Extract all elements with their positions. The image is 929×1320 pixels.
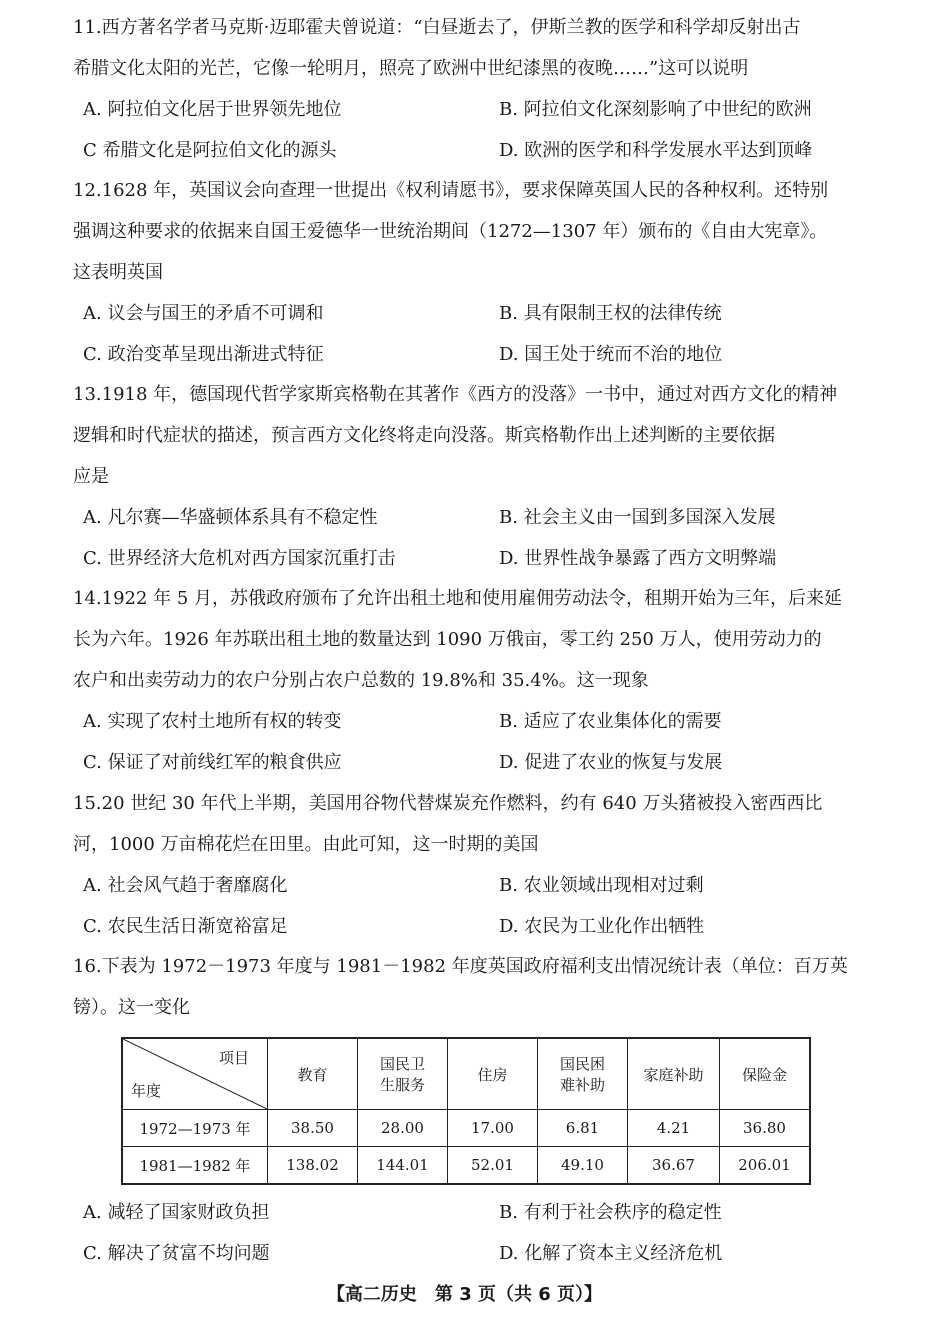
- option-d[interactable]: D. 农民为工业化作出牺牲: [499, 916, 705, 937]
- options-row: [73, 293, 893, 334]
- options-row: [73, 906, 893, 947]
- option-c[interactable]: C. 政治变革呈现出渐进式特征: [83, 344, 324, 365]
- table-year-cell: 1981—1982 年: [122, 1147, 268, 1185]
- table-cell: 28.00: [358, 1110, 448, 1147]
- table-cell: 4.21: [628, 1110, 720, 1147]
- question-stem: 15.20 世纪 30 年代上半期，美国用谷物代替煤炭充作燃料，约有 640 万头猪被投入密西西比: [73, 793, 823, 814]
- corner-label-year: 年度: [131, 1082, 162, 1100]
- option-b[interactable]: B. 阿拉伯文化深刻影响了中世纪的欧洲: [499, 99, 812, 120]
- question-13: [73, 374, 893, 579]
- options-row: [73, 742, 893, 783]
- option-b[interactable]: B. 具有限制王权的法律传统: [499, 303, 722, 324]
- question-16: [73, 946, 893, 1028]
- table-row: [122, 1147, 810, 1185]
- table-header-cell: 教育: [268, 1038, 358, 1110]
- options-row: [73, 334, 893, 375]
- question-stem: 14.1922 年 5 月，苏俄政府颁布了允许出租土地和使用雇佣劳动法令，租期开始为三年，后来延: [73, 588, 843, 609]
- question-stem: 长为六年。1926 年苏联出租土地的数量达到 1090 万俄亩，零工约 250 万人，使用劳动力的: [73, 629, 822, 650]
- options-row: [73, 1233, 893, 1274]
- option-a[interactable]: A. 社会风气趋于奢靡腐化: [83, 875, 288, 896]
- options-row: [73, 701, 893, 742]
- option-a[interactable]: A. 议会与国王的矛盾不可调和: [83, 303, 324, 324]
- table-cell: 49.10: [538, 1147, 628, 1185]
- table-cell: 206.01: [720, 1147, 811, 1185]
- option-c[interactable]: C. 世界经济大危机对西方国家沉重打击: [83, 548, 396, 569]
- option-d[interactable]: D. 世界性战争暴露了西方文明弊端: [499, 548, 777, 569]
- option-a[interactable]: A. 实现了农村土地所有权的转变: [83, 711, 342, 732]
- question-stem: 11.西方著名学者马克斯·迈耶霍夫曾说道：“白昼逝去了，伊斯兰教的医学和科学却反射出古: [73, 17, 801, 38]
- table-header-cell: 家庭补助: [628, 1038, 720, 1110]
- table-header-cell: 国民卫 生服务: [358, 1038, 448, 1110]
- question-stem: 应是: [73, 466, 109, 487]
- question-stem: 逻辑和时代症状的描述，预言西方文化终将走向没落。斯宾格勒作出上述判断的主要依据: [73, 425, 775, 446]
- welfare-table: [121, 1037, 811, 1185]
- options-row: [73, 89, 893, 130]
- option-c[interactable]: C. 农民生活日渐宽裕富足: [83, 916, 288, 937]
- question-14: [73, 578, 893, 783]
- option-d[interactable]: D. 欧洲的医学和科学发展水平达到顶峰: [499, 140, 813, 161]
- table-year-cell: 1972—1973 年: [122, 1110, 268, 1147]
- table-cell: 52.01: [448, 1147, 538, 1185]
- option-b[interactable]: B. 适应了农业集体化的需要: [499, 711, 722, 732]
- question-15: [73, 783, 893, 947]
- question-16-options: [73, 1192, 893, 1274]
- options-row: [73, 130, 893, 171]
- corner-label-item: 项目: [218, 1049, 249, 1067]
- question-stem: 12.1628 年，英国议会向查理一世提出《权利请愿书》，要求保障英国人民的各种权利。还特别: [73, 180, 829, 201]
- option-c[interactable]: C 希腊文化是阿拉伯文化的源头: [83, 140, 337, 161]
- option-b[interactable]: B. 农业领域出现相对过剩: [499, 875, 704, 896]
- option-c[interactable]: C. 保证了对前线红军的粮食供应: [83, 752, 342, 773]
- option-d[interactable]: D. 国王处于统而不治的地位: [499, 344, 723, 365]
- option-d[interactable]: D. 促进了农业的恢复与发展: [499, 752, 723, 773]
- option-a[interactable]: A. 凡尔赛—华盛顿体系具有不稳定性: [83, 507, 378, 528]
- table-header-cell: 住房: [448, 1038, 538, 1110]
- table-cell: 38.50: [268, 1110, 358, 1147]
- option-c[interactable]: C. 解决了贫富不均问题: [83, 1243, 270, 1264]
- table-cell: 6.81: [538, 1110, 628, 1147]
- option-d[interactable]: D. 化解了资本主义经济危机: [499, 1243, 723, 1264]
- table-cell: 144.01: [358, 1147, 448, 1185]
- table-cell: 36.67: [628, 1147, 720, 1185]
- options-row: [73, 865, 893, 906]
- question-stem: 16.下表为 1972－1973 年度与 1981－1982 年度英国政府福利支出情况统计表（单位：百万英: [73, 956, 848, 977]
- table-header-row: [122, 1038, 810, 1110]
- table-corner-cell: [122, 1038, 268, 1110]
- options-row: [73, 1192, 893, 1233]
- question-stem: 强调这种要求的依据来自国王爱德华一世统治期间（1272—1307 年）颁布的《自由大宪章》。: [73, 221, 828, 242]
- table-cell: 138.02: [268, 1147, 358, 1185]
- option-b[interactable]: B. 社会主义由一国到多国深入发展: [499, 507, 776, 528]
- table-row: [122, 1110, 810, 1147]
- table-header-cell: 保险金: [720, 1038, 811, 1110]
- option-a[interactable]: A. 减轻了国家财政负担: [83, 1202, 270, 1223]
- question-stem: 13.1918 年，德国现代哲学家斯宾格勒在其著作《西方的没落》一书中，通过对西方文化的精神: [73, 384, 838, 405]
- question-stem: 镑）。这一变化: [73, 997, 190, 1018]
- table-cell: 36.80: [720, 1110, 811, 1147]
- question-stem: 河，1000 万亩棉花烂在田里。由此可知，这一时期的美国: [73, 834, 539, 855]
- question-stem: 这表明英国: [73, 262, 163, 283]
- options-row: [73, 538, 893, 579]
- question-stem: 农户和出卖劳动力的农户分别占农户总数的 19.8%和 35.4%。这一现象: [73, 670, 649, 691]
- table-header-cell: 国民困 难补助: [538, 1038, 628, 1110]
- option-b[interactable]: B. 有利于社会秩序的稳定性: [499, 1202, 722, 1223]
- option-a[interactable]: A. 阿拉伯文化居于世界领先地位: [83, 99, 342, 120]
- question-12: [73, 170, 893, 375]
- options-row: [73, 497, 893, 538]
- question-11: [73, 7, 893, 171]
- page-footer: 【高二历史 第 3 页（共 6 页）】: [326, 1284, 603, 1305]
- table-cell: 17.00: [448, 1110, 538, 1147]
- question-stem: 希腊文化太阳的光芒，它像一轮明月，照亮了欧洲中世纪漆黑的夜晚……”这可以说明: [73, 58, 749, 79]
